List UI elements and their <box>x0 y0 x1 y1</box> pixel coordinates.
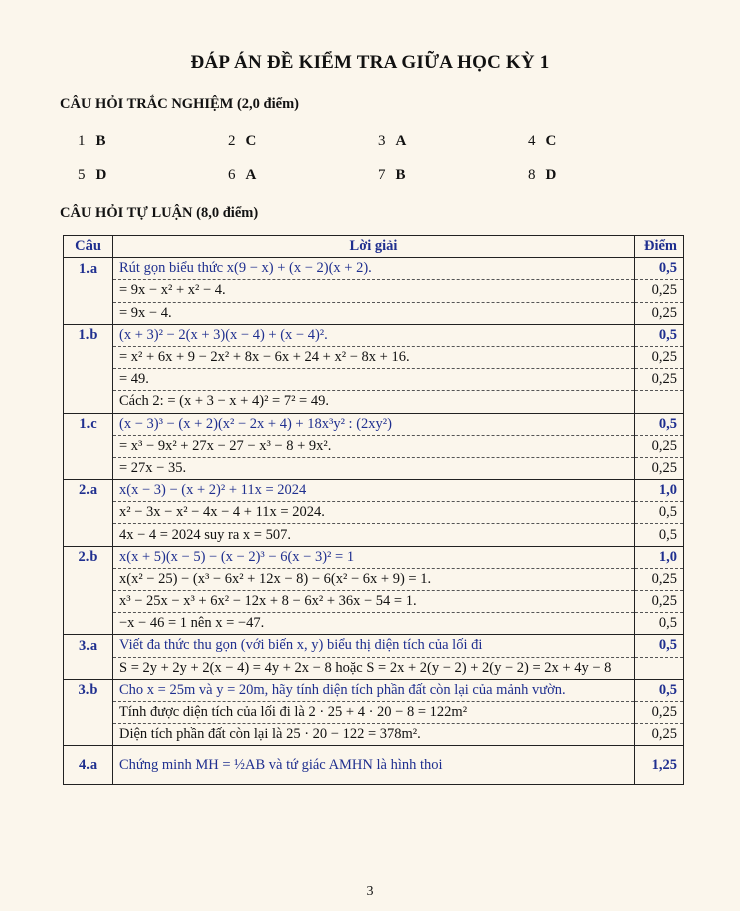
table-row <box>64 346 684 368</box>
question-number: 3.b <box>64 679 113 701</box>
mc-answer-letter: C <box>245 133 257 149</box>
question-number <box>64 591 113 613</box>
table-row <box>64 746 684 785</box>
table-row <box>64 391 684 413</box>
score-value <box>635 657 684 679</box>
question-number <box>64 502 113 524</box>
solution-text: x(x + 5)(x − 5) − (x − 2)³ − 6(x − 3)² = 1 <box>113 546 635 568</box>
table-row <box>64 724 684 746</box>
score-value: 0,5 <box>635 258 684 280</box>
table-row <box>64 568 684 590</box>
score-value: 0,5 <box>635 502 684 524</box>
solution-text: = 49. <box>113 369 635 391</box>
mc-answer-letter: A <box>395 133 407 149</box>
score-value: 1,0 <box>635 480 684 502</box>
question-number <box>64 701 113 723</box>
table-row <box>64 524 684 546</box>
header-solution: Lời giải <box>113 236 635 258</box>
score-value: 1,0 <box>635 546 684 568</box>
mc-answer-letter: D <box>545 167 557 183</box>
question-number <box>64 280 113 302</box>
mc-answer <box>378 133 528 150</box>
table-row <box>64 457 684 479</box>
mc-question-number: 4 <box>528 133 536 149</box>
table-row <box>64 701 684 723</box>
question-number <box>64 457 113 479</box>
solution-text: Diện tích phần đất còn lại là 25 · 20 − 122 = 378m². <box>113 724 635 746</box>
table-row <box>64 369 684 391</box>
score-value: 0,25 <box>635 369 684 391</box>
mc-answer-row <box>78 167 678 184</box>
table-row <box>64 302 684 324</box>
mc-answer <box>528 167 678 184</box>
solution-text: Chứng minh MH = ½AB và tứ giác AMHN là hình thoi <box>113 746 635 785</box>
question-number <box>64 724 113 746</box>
solution-text: (x + 3)² − 2(x + 3)(x − 4) + (x − 4)². <box>113 324 635 346</box>
solution-text: −x − 46 = 1 nên x = −47. <box>113 613 635 635</box>
question-number: 4.a <box>64 746 113 785</box>
mc-answer-letter: D <box>95 167 107 183</box>
score-value: 0,25 <box>635 568 684 590</box>
table-row <box>64 413 684 435</box>
table-row <box>64 591 684 613</box>
score-value: 0,25 <box>635 346 684 368</box>
solution-text: Cách 2: = (x + 3 − x + 4)² = 7² = 49. <box>113 391 635 413</box>
question-number: 2.b <box>64 546 113 568</box>
mc-question-number: 7 <box>378 167 386 183</box>
score-value: 0,5 <box>635 524 684 546</box>
mc-answer-letter: B <box>395 167 406 183</box>
score-value: 0,25 <box>635 280 684 302</box>
table-row <box>64 679 684 701</box>
table-row <box>64 480 684 502</box>
header-score: Điểm <box>635 236 684 258</box>
mc-section-heading: CÂU HỎI TRẮC NGHIỆM (2,0 điểm) <box>60 96 299 112</box>
solution-text: Cho x = 25m và y = 20m, hãy tính diện tích phần đất còn lại của mảnh vườn. <box>113 679 635 701</box>
question-number <box>64 346 113 368</box>
solution-text: Tính được diện tích của lối đi là 2 · 25 + 4 · 20 − 8 = 122m² <box>113 701 635 723</box>
table-row <box>64 613 684 635</box>
table-row <box>64 435 684 457</box>
table-row <box>64 258 684 280</box>
question-number <box>64 657 113 679</box>
solution-text: = 9x − 4. <box>113 302 635 324</box>
question-number <box>64 435 113 457</box>
score-value: 0,25 <box>635 724 684 746</box>
score-value: 0,5 <box>635 635 684 657</box>
solution-table <box>63 235 684 785</box>
solution-text: 4x − 4 = 2024 suy ra x = 507. <box>113 524 635 546</box>
mc-answer <box>228 133 378 150</box>
question-number: 3.a <box>64 635 113 657</box>
mc-answer-letter: A <box>245 167 257 183</box>
solution-text: x³ − 25x − x³ + 6x² − 12x + 8 − 6x² + 36x − 54 = 1. <box>113 591 635 613</box>
solution-text: = x² + 6x + 9 − 2x² + 8x − 6x + 24 + x² − 8x + 16. <box>113 346 635 368</box>
mc-answer-letter: C <box>545 133 557 149</box>
question-number: 2.a <box>64 480 113 502</box>
score-value: 0,5 <box>635 413 684 435</box>
table-row <box>64 546 684 568</box>
mc-answer <box>378 167 528 184</box>
score-value <box>635 391 684 413</box>
solution-text: S = 2y + 2y + 2(x − 4) = 4y + 2x − 8 hoặc S = 2x + 2(y − 2) + 2(y − 2) = 2x + 4y − 8 <box>113 657 635 679</box>
score-value: 0,25 <box>635 457 684 479</box>
table-row <box>64 280 684 302</box>
header-question: Câu <box>64 236 113 258</box>
solution-text: x(x − 3) − (x + 2)² + 11x = 2024 <box>113 480 635 502</box>
mc-question-number: 5 <box>78 167 86 183</box>
question-number: 1.c <box>64 413 113 435</box>
solution-text: Viết đa thức thu gọn (với biến x, y) biểu thị diện tích của lối đi <box>113 635 635 657</box>
solution-text: = 9x − x² + x² − 4. <box>113 280 635 302</box>
mc-answer-row <box>78 133 678 150</box>
question-number <box>64 613 113 635</box>
mc-answer <box>528 133 678 150</box>
mc-answer-letter: B <box>95 133 106 149</box>
mc-answer <box>78 167 228 184</box>
question-number: 1.b <box>64 324 113 346</box>
mc-question-number: 2 <box>228 133 236 149</box>
score-value: 0,5 <box>635 613 684 635</box>
table-row <box>64 324 684 346</box>
solution-text: Rút gọn biểu thức x(9 − x) + (x − 2)(x + 2). <box>113 258 635 280</box>
solution-text: = 27x − 35. <box>113 457 635 479</box>
page-title: ĐÁP ÁN ĐỀ KIỂM TRA GIỮA HỌC KỲ 1 <box>190 52 550 73</box>
mc-answer <box>228 167 378 184</box>
table-row <box>64 635 684 657</box>
mc-question-number: 3 <box>378 133 386 149</box>
solution-text: x² − 3x − x² − 4x − 4 + 11x = 2024. <box>113 502 635 524</box>
mc-question-number: 1 <box>78 133 86 149</box>
table-header-row <box>64 236 684 258</box>
score-value: 0,25 <box>635 591 684 613</box>
question-number <box>64 568 113 590</box>
score-value: 0,25 <box>635 435 684 457</box>
table-row <box>64 502 684 524</box>
essay-section-heading: CÂU HỎI TỰ LUẬN (8,0 điểm) <box>60 205 259 221</box>
score-value: 0,25 <box>635 701 684 723</box>
question-number <box>64 391 113 413</box>
score-value: 0,5 <box>635 679 684 701</box>
mc-question-number: 8 <box>528 167 536 183</box>
mc-question-number: 6 <box>228 167 236 183</box>
solution-text: x(x² − 25) − (x³ − 6x² + 12x − 8) − 6(x² − 6x + 9) = 1. <box>113 568 635 590</box>
score-value: 0,25 <box>635 302 684 324</box>
score-value: 1,25 <box>635 746 684 785</box>
question-number <box>64 524 113 546</box>
solution-text: (x − 3)³ − (x + 2)(x² − 2x + 4) + 18x³y² : (2xy²) <box>113 413 635 435</box>
question-number <box>64 369 113 391</box>
table-row <box>64 657 684 679</box>
page-number: 3 <box>366 884 374 899</box>
solution-text: = x³ − 9x² + 27x − 27 − x³ − 8 + 9x². <box>113 435 635 457</box>
question-number: 1.a <box>64 258 113 280</box>
score-value: 0,5 <box>635 324 684 346</box>
solution-table-body <box>64 258 684 785</box>
question-number <box>64 302 113 324</box>
mc-answer <box>78 133 228 150</box>
